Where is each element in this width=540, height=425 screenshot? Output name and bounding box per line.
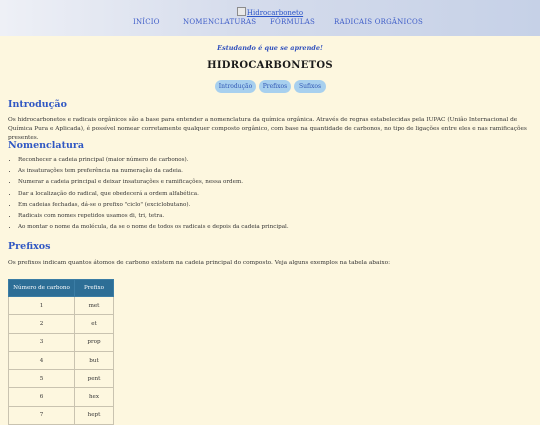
table-row	[9, 333, 114, 351]
pill-prefixos[interactable]: Prefixos	[259, 80, 291, 93]
carbon-count-cell: 6	[9, 388, 75, 406]
carbon-count-cell: 5	[9, 370, 75, 388]
nav-item-formulas[interactable]: FÓRMULAS	[270, 18, 316, 26]
section-heading-introducao: Introdução	[8, 99, 67, 110]
broken-image-icon	[237, 7, 246, 16]
list-item: • Em cadeias fechadas, dá-se o prefixo "ciclo" (exciclobutano).	[18, 200, 289, 211]
section-heading-nomenclatura: Nomenclatura	[8, 140, 85, 151]
pill-introducao[interactable]: Introdução	[215, 80, 256, 93]
table-row	[9, 406, 114, 424]
section-heading-prefixos: Prefixos	[8, 241, 51, 252]
carbon-count-cell: 2	[9, 315, 75, 333]
list-item: • Dar a localização do radical, que obedecerá a ordem alfabética.	[18, 189, 289, 200]
nav-item-radicais-organicos[interactable]: RADICAIS ORGÂNICOS	[334, 18, 423, 26]
nomenclature-rules-list	[8, 155, 289, 233]
prefix-cell: met	[75, 297, 114, 315]
pill-sufixos[interactable]: Sufixos	[294, 80, 326, 93]
nav-item-inicio[interactable]: INÍCIO	[133, 18, 160, 26]
prefix-cell: et	[75, 315, 114, 333]
list-item: • Radicais com nomes repetidos usamos di, tri, tetra.	[18, 211, 289, 222]
section-links	[0, 80, 540, 94]
prefix-cell: hex	[75, 388, 114, 406]
table-header-row	[9, 280, 114, 297]
column-header-prefixo: Prefixo	[75, 280, 114, 297]
carbon-count-cell: 7	[9, 406, 75, 424]
prefix-cell: prop	[75, 333, 114, 351]
nav-item-nomenclaturas[interactable]: NOMENCLATURAS	[183, 18, 257, 26]
logo-link[interactable]	[0, 7, 540, 17]
top-navigation-bar	[0, 0, 540, 36]
page-title: HIDROCARBONETOS	[207, 60, 333, 71]
list-item: • Ao montar o nome da molécula, da se o nome de todos os radicais e depois da cadeia principal.	[18, 222, 289, 233]
carbon-count-cell: 1	[9, 297, 75, 315]
page-motto: Estudando é que se aprende!	[217, 44, 323, 52]
intro-paragraph: Os hidrocarbonetos e radicais orgânicos são a base para entender a nomenclatura da química orgânica. Através de regras estabelecidas pela IUPAC (União Internacional de Química Pura e Aplicada), é possível nomear corretamente qualquer composto orgânico, com base na quantidade de carbonos, no tipo de ligações entre eles e nas ramificações presentes.	[8, 117, 527, 141]
prefixos-paragraph: Os prefixos indicam quantos átomos de carbono existem na cadeia principal do composto. Veja alguns exemplos na tabela abaixo:	[8, 260, 391, 266]
table-row	[9, 370, 114, 388]
prefix-cell: but	[75, 351, 114, 369]
table-row	[9, 315, 114, 333]
logo-alt-text: Hidrocarboneto	[246, 9, 304, 17]
carbon-count-cell: 3	[9, 333, 75, 351]
prefix-table	[8, 279, 114, 425]
table-row	[9, 351, 114, 369]
list-item: • As insaturações tem preferência na numeração da cadeia.	[18, 166, 289, 177]
table-row	[9, 297, 114, 315]
list-item: • Reconhecer a cadeia principal (maior número de carbonos).	[18, 155, 289, 166]
carbon-count-cell: 4	[9, 351, 75, 369]
prefix-cell: hept	[75, 406, 114, 424]
list-item: • Numerar a cadeia principal e deixar insaturações e ramificações, nessa ordem.	[18, 177, 289, 188]
column-header-numero-de-carbono: Número de carbono	[9, 280, 75, 297]
table-row	[9, 388, 114, 406]
prefix-cell: pent	[75, 370, 114, 388]
